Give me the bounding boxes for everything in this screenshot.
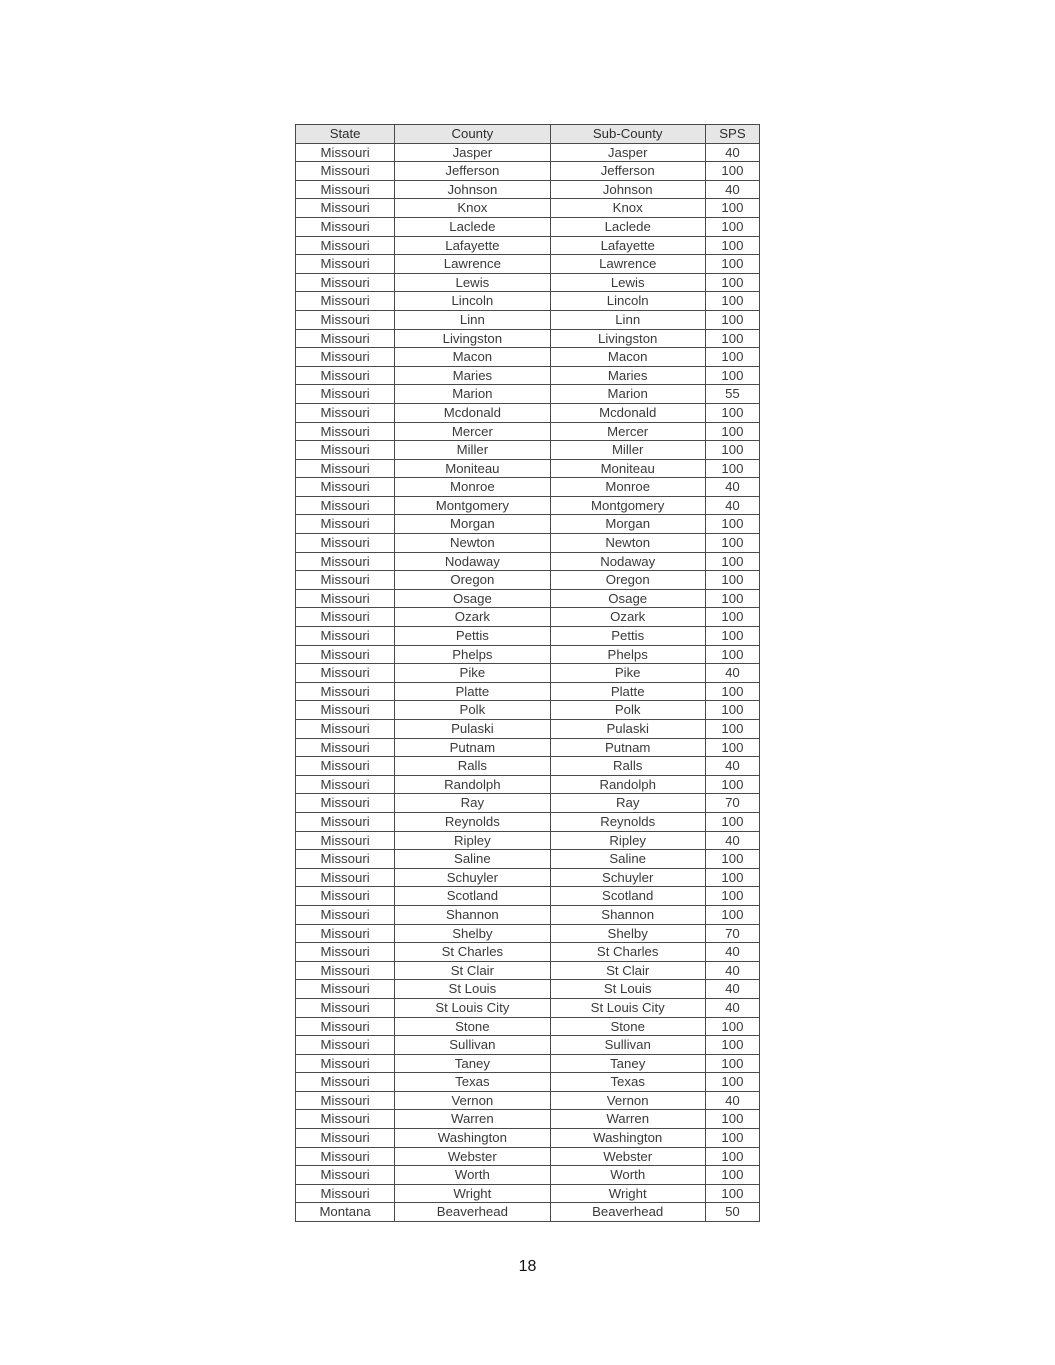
cell-state: Missouri xyxy=(296,1184,395,1203)
cell-sub-county: Laclede xyxy=(550,217,705,236)
table-row xyxy=(296,1129,760,1148)
cell-county: Linn xyxy=(395,310,550,329)
cell-county: Warren xyxy=(395,1110,550,1129)
cell-state: Missouri xyxy=(296,720,395,739)
cell-county: Polk xyxy=(395,701,550,720)
cell-county: Platte xyxy=(395,682,550,701)
cell-sub-county: Ray xyxy=(550,794,705,813)
cell-sps: 100 xyxy=(705,292,759,311)
cell-county: Morgan xyxy=(395,515,550,534)
cell-state: Missouri xyxy=(296,1054,395,1073)
cell-county: Scotland xyxy=(395,887,550,906)
cell-state: Missouri xyxy=(296,812,395,831)
cell-sub-county: Mcdonald xyxy=(550,403,705,422)
cell-sps: 40 xyxy=(705,143,759,162)
cell-sub-county: Johnson xyxy=(550,180,705,199)
table-row xyxy=(296,924,760,943)
cell-state: Missouri xyxy=(296,645,395,664)
cell-sub-county: Moniteau xyxy=(550,459,705,478)
table-row xyxy=(296,403,760,422)
cell-state: Missouri xyxy=(296,478,395,497)
cell-sub-county: Lawrence xyxy=(550,255,705,274)
cell-state: Missouri xyxy=(296,850,395,869)
cell-sps: 40 xyxy=(705,664,759,683)
cell-state: Missouri xyxy=(296,738,395,757)
cell-county: Pettis xyxy=(395,627,550,646)
cell-sub-county: Morgan xyxy=(550,515,705,534)
table-row xyxy=(296,701,760,720)
cell-sps: 100 xyxy=(705,329,759,348)
cell-county: Mercer xyxy=(395,422,550,441)
cell-sub-county: Beaverhead xyxy=(550,1203,705,1222)
table-row xyxy=(296,961,760,980)
cell-sub-county: Phelps xyxy=(550,645,705,664)
cell-sub-county: Lafayette xyxy=(550,236,705,255)
table-row xyxy=(296,831,760,850)
table-row xyxy=(296,627,760,646)
cell-sps: 40 xyxy=(705,180,759,199)
cell-sps: 40 xyxy=(705,496,759,515)
cell-sub-county: Marion xyxy=(550,385,705,404)
cell-state: Missouri xyxy=(296,273,395,292)
cell-sub-county: Saline xyxy=(550,850,705,869)
cell-sub-county: Scotland xyxy=(550,887,705,906)
cell-county: Moniteau xyxy=(395,459,550,478)
cell-county: Marion xyxy=(395,385,550,404)
table-row xyxy=(296,980,760,999)
cell-state: Missouri xyxy=(296,608,395,627)
cell-county: Maries xyxy=(395,366,550,385)
table-row xyxy=(296,1073,760,1092)
table-row xyxy=(296,236,760,255)
table-row xyxy=(296,1184,760,1203)
cell-sps: 100 xyxy=(705,1184,759,1203)
cell-sps: 40 xyxy=(705,980,759,999)
cell-sps: 100 xyxy=(705,459,759,478)
cell-county: Taney xyxy=(395,1054,550,1073)
cell-state: Missouri xyxy=(296,310,395,329)
cell-county: Nodaway xyxy=(395,552,550,571)
cell-sps: 100 xyxy=(705,1129,759,1148)
cell-sub-county: Platte xyxy=(550,682,705,701)
table-row xyxy=(296,310,760,329)
cell-sub-county: Pike xyxy=(550,664,705,683)
cell-state: Missouri xyxy=(296,775,395,794)
cell-sps: 100 xyxy=(705,608,759,627)
cell-state: Missouri xyxy=(296,571,395,590)
table-row xyxy=(296,1091,760,1110)
cell-sub-county: Knox xyxy=(550,199,705,218)
table-row xyxy=(296,1054,760,1073)
cell-county: Ripley xyxy=(395,831,550,850)
cell-sps: 55 xyxy=(705,385,759,404)
cell-sub-county: Putnam xyxy=(550,738,705,757)
cell-county: Schuyler xyxy=(395,868,550,887)
cell-sub-county: Monroe xyxy=(550,478,705,497)
cell-state: Missouri xyxy=(296,366,395,385)
cell-sub-county: Reynolds xyxy=(550,812,705,831)
cell-state: Missouri xyxy=(296,589,395,608)
cell-county: Livingston xyxy=(395,329,550,348)
cell-sub-county: Washington xyxy=(550,1129,705,1148)
cell-state: Missouri xyxy=(296,887,395,906)
cell-sub-county: Pulaski xyxy=(550,720,705,739)
cell-state: Missouri xyxy=(296,162,395,181)
cell-county: Miller xyxy=(395,441,550,460)
cell-sps: 100 xyxy=(705,812,759,831)
cell-state: Missouri xyxy=(296,441,395,460)
cell-sub-county: Polk xyxy=(550,701,705,720)
cell-sub-county: Ripley xyxy=(550,831,705,850)
cell-county: Jasper xyxy=(395,143,550,162)
table-row xyxy=(296,143,760,162)
cell-state: Missouri xyxy=(296,348,395,367)
cell-sub-county: Shelby xyxy=(550,924,705,943)
cell-sps: 100 xyxy=(705,887,759,906)
table-row xyxy=(296,422,760,441)
cell-county: Lincoln xyxy=(395,292,550,311)
table-row xyxy=(296,180,760,199)
cell-state: Missouri xyxy=(296,552,395,571)
cell-sps: 100 xyxy=(705,255,759,274)
cell-county: Reynolds xyxy=(395,812,550,831)
cell-sub-county: Maries xyxy=(550,366,705,385)
cell-state: Missouri xyxy=(296,943,395,962)
table-row xyxy=(296,348,760,367)
cell-county: Lawrence xyxy=(395,255,550,274)
cell-sub-county: Webster xyxy=(550,1147,705,1166)
cell-sps: 40 xyxy=(705,478,759,497)
cell-state: Missouri xyxy=(296,236,395,255)
cell-county: Stone xyxy=(395,1017,550,1036)
cell-sps: 100 xyxy=(705,441,759,460)
cell-county: Lewis xyxy=(395,273,550,292)
table-row xyxy=(296,664,760,683)
cell-sub-county: Macon xyxy=(550,348,705,367)
cell-state: Missouri xyxy=(296,757,395,776)
cell-county: Knox xyxy=(395,199,550,218)
table-row xyxy=(296,794,760,813)
cell-sps: 100 xyxy=(705,1073,759,1092)
cell-sps: 100 xyxy=(705,627,759,646)
cell-sub-county: Montgomery xyxy=(550,496,705,515)
cell-state: Missouri xyxy=(296,682,395,701)
cell-state: Missouri xyxy=(296,385,395,404)
cell-sub-county: Wright xyxy=(550,1184,705,1203)
table-row xyxy=(296,850,760,869)
cell-sps: 100 xyxy=(705,775,759,794)
cell-sub-county: Randolph xyxy=(550,775,705,794)
table-row xyxy=(296,217,760,236)
cell-sub-county: Miller xyxy=(550,441,705,460)
cell-state: Missouri xyxy=(296,1166,395,1185)
cell-sps: 100 xyxy=(705,720,759,739)
table-row xyxy=(296,199,760,218)
cell-sps: 100 xyxy=(705,422,759,441)
header-row xyxy=(296,125,760,144)
cell-county: Lafayette xyxy=(395,236,550,255)
table-row xyxy=(296,1147,760,1166)
cell-county: Webster xyxy=(395,1147,550,1166)
cell-sps: 100 xyxy=(705,552,759,571)
cell-sps: 40 xyxy=(705,998,759,1017)
cell-sps: 100 xyxy=(705,236,759,255)
cell-sps: 100 xyxy=(705,534,759,553)
cell-state: Missouri xyxy=(296,701,395,720)
cell-sub-county: Newton xyxy=(550,534,705,553)
cell-sub-county: Mercer xyxy=(550,422,705,441)
cell-sub-county: Warren xyxy=(550,1110,705,1129)
cell-state: Missouri xyxy=(296,980,395,999)
cell-sps: 100 xyxy=(705,1036,759,1055)
cell-sub-county: Ozark xyxy=(550,608,705,627)
table-row xyxy=(296,329,760,348)
cell-county: Oregon xyxy=(395,571,550,590)
cell-state: Missouri xyxy=(296,199,395,218)
table-row xyxy=(296,1166,760,1185)
table-row xyxy=(296,459,760,478)
cell-sub-county: St Charles xyxy=(550,943,705,962)
cell-sub-county: St Louis City xyxy=(550,998,705,1017)
cell-sub-county: Jasper xyxy=(550,143,705,162)
cell-sub-county: Worth xyxy=(550,1166,705,1185)
cell-sps: 100 xyxy=(705,1166,759,1185)
table-row xyxy=(296,1110,760,1129)
cell-county: Pulaski xyxy=(395,720,550,739)
table-row xyxy=(296,478,760,497)
cell-sps: 70 xyxy=(705,924,759,943)
table-row xyxy=(296,515,760,534)
cell-county: Putnam xyxy=(395,738,550,757)
cell-county: Worth xyxy=(395,1166,550,1185)
table-row xyxy=(296,682,760,701)
cell-sps: 100 xyxy=(705,515,759,534)
cell-county: Phelps xyxy=(395,645,550,664)
table-row xyxy=(296,552,760,571)
table-header xyxy=(296,125,760,144)
cell-state: Missouri xyxy=(296,868,395,887)
cell-sps: 40 xyxy=(705,1091,759,1110)
table-row xyxy=(296,496,760,515)
table-row xyxy=(296,998,760,1017)
table-row xyxy=(296,571,760,590)
table-row xyxy=(296,366,760,385)
cell-sub-county: Sullivan xyxy=(550,1036,705,1055)
table-row xyxy=(296,608,760,627)
cell-county: Newton xyxy=(395,534,550,553)
cell-state: Missouri xyxy=(296,905,395,924)
cell-county: Texas xyxy=(395,1073,550,1092)
cell-sub-county: Lewis xyxy=(550,273,705,292)
cell-sps: 100 xyxy=(705,217,759,236)
cell-state: Missouri xyxy=(296,664,395,683)
cell-county: Ozark xyxy=(395,608,550,627)
cell-sps: 100 xyxy=(705,1017,759,1036)
cell-sps: 100 xyxy=(705,571,759,590)
table-row xyxy=(296,757,760,776)
cell-county: Ray xyxy=(395,794,550,813)
cell-sps: 100 xyxy=(705,645,759,664)
cell-state: Missouri xyxy=(296,1036,395,1055)
cell-sps: 100 xyxy=(705,738,759,757)
header-state: State xyxy=(296,125,395,144)
cell-sub-county: Pettis xyxy=(550,627,705,646)
cell-sps: 40 xyxy=(705,961,759,980)
cell-sps: 100 xyxy=(705,162,759,181)
table-row xyxy=(296,720,760,739)
table-row xyxy=(296,868,760,887)
cell-sps: 100 xyxy=(705,701,759,720)
cell-county: Johnson xyxy=(395,180,550,199)
cell-state: Missouri xyxy=(296,924,395,943)
cell-state: Missouri xyxy=(296,627,395,646)
cell-sps: 100 xyxy=(705,682,759,701)
cell-sps: 50 xyxy=(705,1203,759,1222)
cell-state: Missouri xyxy=(296,403,395,422)
cell-state: Missouri xyxy=(296,292,395,311)
cell-county: Jefferson xyxy=(395,162,550,181)
cell-sub-county: Livingston xyxy=(550,329,705,348)
cell-state: Missouri xyxy=(296,143,395,162)
cell-state: Missouri xyxy=(296,496,395,515)
cell-county: Washington xyxy=(395,1129,550,1148)
cell-county: Randolph xyxy=(395,775,550,794)
table-row xyxy=(296,273,760,292)
cell-sps: 100 xyxy=(705,1054,759,1073)
cell-state: Missouri xyxy=(296,459,395,478)
cell-county: Laclede xyxy=(395,217,550,236)
cell-sps: 100 xyxy=(705,868,759,887)
cell-county: Ralls xyxy=(395,757,550,776)
cell-sps: 70 xyxy=(705,794,759,813)
cell-state: Missouri xyxy=(296,961,395,980)
cell-sps: 40 xyxy=(705,757,759,776)
cell-county: St Charles xyxy=(395,943,550,962)
table-row xyxy=(296,775,760,794)
cell-sub-county: Nodaway xyxy=(550,552,705,571)
cell-sps: 100 xyxy=(705,199,759,218)
cell-sub-county: Lincoln xyxy=(550,292,705,311)
cell-sps: 100 xyxy=(705,850,759,869)
cell-sub-county: Taney xyxy=(550,1054,705,1073)
cell-state: Missouri xyxy=(296,831,395,850)
cell-county: Beaverhead xyxy=(395,1203,550,1222)
cell-state: Missouri xyxy=(296,534,395,553)
cell-sub-county: Texas xyxy=(550,1073,705,1092)
cell-state: Missouri xyxy=(296,1129,395,1148)
cell-sps: 100 xyxy=(705,1110,759,1129)
table-row xyxy=(296,1017,760,1036)
table-row xyxy=(296,1036,760,1055)
cell-sub-county: Linn xyxy=(550,310,705,329)
cell-state: Missouri xyxy=(296,515,395,534)
cell-sps: 100 xyxy=(705,273,759,292)
cell-county: Monroe xyxy=(395,478,550,497)
cell-sub-county: Ralls xyxy=(550,757,705,776)
table-row xyxy=(296,441,760,460)
cell-state: Missouri xyxy=(296,1110,395,1129)
cell-state: Missouri xyxy=(296,1017,395,1036)
table-body xyxy=(296,143,760,1221)
header-sps: SPS xyxy=(705,125,759,144)
cell-state: Missouri xyxy=(296,329,395,348)
cell-sps: 100 xyxy=(705,1147,759,1166)
cell-sps: 100 xyxy=(705,905,759,924)
table-row xyxy=(296,812,760,831)
header-sub-county: Sub-County xyxy=(550,125,705,144)
table-row xyxy=(296,162,760,181)
table-row xyxy=(296,1203,760,1222)
cell-state: Missouri xyxy=(296,422,395,441)
cell-county: Pike xyxy=(395,664,550,683)
cell-sps: 100 xyxy=(705,366,759,385)
cell-sub-county: Shannon xyxy=(550,905,705,924)
cell-state: Missouri xyxy=(296,1073,395,1092)
cell-county: Mcdonald xyxy=(395,403,550,422)
cell-county: St Clair xyxy=(395,961,550,980)
cell-state: Montana xyxy=(296,1203,395,1222)
cell-county: Osage xyxy=(395,589,550,608)
table-row xyxy=(296,255,760,274)
cell-state: Missouri xyxy=(296,180,395,199)
cell-state: Missouri xyxy=(296,255,395,274)
table-row xyxy=(296,385,760,404)
table-row xyxy=(296,943,760,962)
cell-county: Wright xyxy=(395,1184,550,1203)
cell-state: Missouri xyxy=(296,1091,395,1110)
table-row xyxy=(296,292,760,311)
cell-sub-county: Vernon xyxy=(550,1091,705,1110)
sps-table xyxy=(295,124,760,1222)
cell-county: Vernon xyxy=(395,1091,550,1110)
cell-state: Missouri xyxy=(296,794,395,813)
cell-sps: 100 xyxy=(705,348,759,367)
cell-state: Missouri xyxy=(296,998,395,1017)
cell-sps: 100 xyxy=(705,589,759,608)
page-number: 18 xyxy=(518,1258,537,1275)
cell-county: Montgomery xyxy=(395,496,550,515)
cell-county: St Louis City xyxy=(395,998,550,1017)
cell-sub-county: St Clair xyxy=(550,961,705,980)
cell-county: Shannon xyxy=(395,905,550,924)
cell-sub-county: St Louis xyxy=(550,980,705,999)
cell-county: Shelby xyxy=(395,924,550,943)
table-row xyxy=(296,645,760,664)
table-row xyxy=(296,589,760,608)
cell-sub-county: Jefferson xyxy=(550,162,705,181)
cell-county: St Louis xyxy=(395,980,550,999)
cell-county: Sullivan xyxy=(395,1036,550,1055)
header-county: County xyxy=(395,125,550,144)
cell-sub-county: Stone xyxy=(550,1017,705,1036)
table-row xyxy=(296,534,760,553)
cell-state: Missouri xyxy=(296,1147,395,1166)
cell-sps: 100 xyxy=(705,310,759,329)
cell-sps: 40 xyxy=(705,831,759,850)
table-row xyxy=(296,905,760,924)
cell-sps: 100 xyxy=(705,403,759,422)
cell-sub-county: Oregon xyxy=(550,571,705,590)
cell-sub-county: Osage xyxy=(550,589,705,608)
cell-state: Missouri xyxy=(296,217,395,236)
cell-sub-county: Schuyler xyxy=(550,868,705,887)
cell-county: Saline xyxy=(395,850,550,869)
cell-county: Macon xyxy=(395,348,550,367)
table-row xyxy=(296,738,760,757)
table-row xyxy=(296,887,760,906)
cell-sps: 40 xyxy=(705,943,759,962)
